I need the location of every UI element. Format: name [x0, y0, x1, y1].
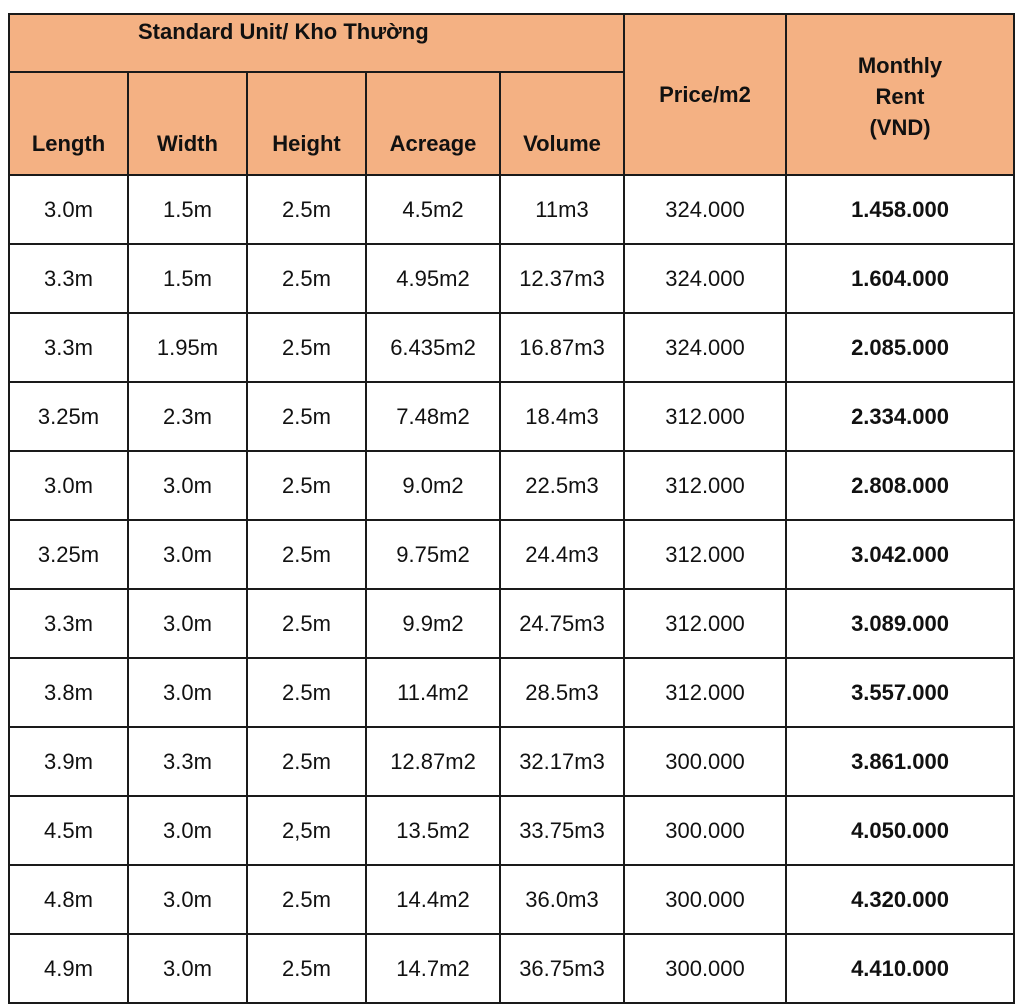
volume-cell: 36.75m3: [500, 934, 624, 1003]
pricing-table-container: [8, 13, 1015, 1004]
height-cell: 2.5m: [247, 244, 366, 313]
price-cell: 324.000: [624, 175, 786, 244]
height-cell: 2.5m: [247, 934, 366, 1003]
price-cell: 300.000: [624, 727, 786, 796]
monthly-rent-cell: 3.557.000: [786, 658, 1014, 727]
height-cell: 2.5m: [247, 313, 366, 382]
price-cell: 300.000: [624, 934, 786, 1003]
monthly-rent-cell: 1.604.000: [786, 244, 1014, 313]
monthly-rent-cell: 3.042.000: [786, 520, 1014, 589]
volume-cell: 28.5m3: [500, 658, 624, 727]
acreage-cell: 7.48m2: [366, 382, 500, 451]
table-row: [9, 244, 1014, 313]
monthly-rent-cell: 2.334.000: [786, 382, 1014, 451]
acreage-cell: 4.95m2: [366, 244, 500, 313]
height-cell: 2.5m: [247, 382, 366, 451]
col-header-monthly-rent: [786, 14, 1014, 175]
volume-cell: 24.75m3: [500, 589, 624, 658]
price-cell: 324.000: [624, 313, 786, 382]
acreage-cell: 6.435m2: [366, 313, 500, 382]
price-cell: 324.000: [624, 244, 786, 313]
table-row: [9, 520, 1014, 589]
col-header-length: Length: [9, 72, 128, 175]
height-cell: 2.5m: [247, 175, 366, 244]
length-cell: 3.3m: [9, 589, 128, 658]
group-header-row: [9, 14, 1014, 72]
volume-cell: 24.4m3: [500, 520, 624, 589]
acreage-cell: 4.5m2: [366, 175, 500, 244]
rent-header-line-2: Rent: [875, 84, 925, 109]
width-cell: 3.0m: [128, 589, 247, 658]
table-row: [9, 589, 1014, 658]
table-row: [9, 175, 1014, 244]
length-cell: 3.25m: [9, 382, 128, 451]
width-cell: 3.0m: [128, 865, 247, 934]
monthly-rent-cell: 4.320.000: [786, 865, 1014, 934]
monthly-rent-cell: 4.410.000: [786, 934, 1014, 1003]
price-cell: 300.000: [624, 796, 786, 865]
monthly-rent-cell: 3.861.000: [786, 727, 1014, 796]
length-cell: 4.5m: [9, 796, 128, 865]
acreage-cell: 13.5m2: [366, 796, 500, 865]
volume-cell: 11m3: [500, 175, 624, 244]
acreage-cell: 9.0m2: [366, 451, 500, 520]
monthly-rent-cell: 2.808.000: [786, 451, 1014, 520]
width-cell: 3.0m: [128, 451, 247, 520]
acreage-cell: 14.7m2: [366, 934, 500, 1003]
col-header-price: Price/m2: [624, 14, 786, 175]
width-cell: 1.5m: [128, 175, 247, 244]
group-header-standard-unit: Standard Unit/ Kho Thường: [9, 14, 500, 72]
table-row: [9, 658, 1014, 727]
monthly-rent-cell: 2.085.000: [786, 313, 1014, 382]
height-cell: 2.5m: [247, 658, 366, 727]
price-cell: 300.000: [624, 865, 786, 934]
height-cell: 2.5m: [247, 865, 366, 934]
table-row: [9, 451, 1014, 520]
price-cell: 312.000: [624, 451, 786, 520]
volume-cell: 22.5m3: [500, 451, 624, 520]
table-row: [9, 934, 1014, 1003]
length-cell: 3.9m: [9, 727, 128, 796]
width-cell: 3.0m: [128, 658, 247, 727]
table-row: [9, 865, 1014, 934]
length-cell: 4.9m: [9, 934, 128, 1003]
price-cell: 312.000: [624, 382, 786, 451]
col-header-volume: Volume: [500, 72, 624, 175]
unit-pricing-table: [8, 13, 1015, 1004]
table-row: [9, 727, 1014, 796]
length-cell: 3.0m: [9, 451, 128, 520]
length-cell: 3.3m: [9, 244, 128, 313]
volume-cell: 12.37m3: [500, 244, 624, 313]
rent-header-line-1: Monthly: [857, 53, 943, 78]
acreage-cell: 9.75m2: [366, 520, 500, 589]
acreage-cell: 11.4m2: [366, 658, 500, 727]
col-header-height: Height: [247, 72, 366, 175]
volume-cell: 33.75m3: [500, 796, 624, 865]
height-cell: 2.5m: [247, 589, 366, 658]
rent-header-line-3: (VND): [869, 115, 931, 140]
col-header-acreage: Acreage: [366, 72, 500, 175]
table-row: [9, 382, 1014, 451]
length-cell: 3.0m: [9, 175, 128, 244]
price-cell: 312.000: [624, 520, 786, 589]
volume-cell: 36.0m3: [500, 865, 624, 934]
table-body: [9, 175, 1014, 1003]
acreage-cell: 14.4m2: [366, 865, 500, 934]
volume-cell: 32.17m3: [500, 727, 624, 796]
price-cell: 312.000: [624, 658, 786, 727]
width-cell: 3.0m: [128, 934, 247, 1003]
length-cell: 3.3m: [9, 313, 128, 382]
price-cell: 312.000: [624, 589, 786, 658]
length-cell: 4.8m: [9, 865, 128, 934]
width-cell: 3.0m: [128, 796, 247, 865]
col-header-width: Width: [128, 72, 247, 175]
volume-cell: 16.87m3: [500, 313, 624, 382]
height-cell: 2,5m: [247, 796, 366, 865]
volume-cell: 18.4m3: [500, 382, 624, 451]
monthly-rent-cell: 3.089.000: [786, 589, 1014, 658]
length-cell: 3.25m: [9, 520, 128, 589]
monthly-rent-cell: 1.458.000: [786, 175, 1014, 244]
table-row: [9, 796, 1014, 865]
height-cell: 2.5m: [247, 520, 366, 589]
width-cell: 2.3m: [128, 382, 247, 451]
group-header-filler: [500, 14, 624, 72]
height-cell: 2.5m: [247, 727, 366, 796]
table-row: [9, 313, 1014, 382]
width-cell: 3.0m: [128, 520, 247, 589]
width-cell: 1.95m: [128, 313, 247, 382]
width-cell: 3.3m: [128, 727, 247, 796]
monthly-rent-cell: 4.050.000: [786, 796, 1014, 865]
height-cell: 2.5m: [247, 451, 366, 520]
length-cell: 3.8m: [9, 658, 128, 727]
width-cell: 1.5m: [128, 244, 247, 313]
acreage-cell: 12.87m2: [366, 727, 500, 796]
acreage-cell: 9.9m2: [366, 589, 500, 658]
